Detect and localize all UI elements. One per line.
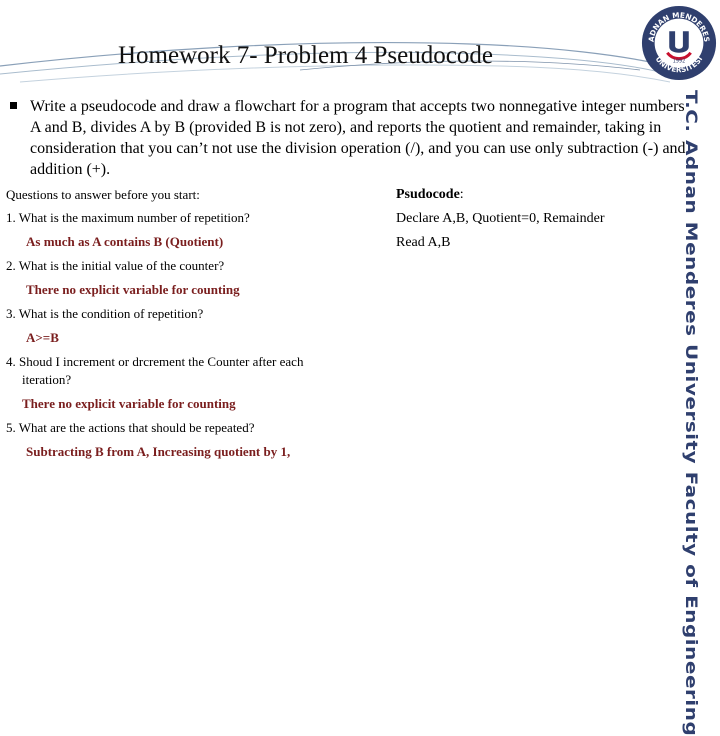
pseudocode-heading-row xyxy=(396,186,464,204)
logo-year: 1992 xyxy=(672,58,686,65)
university-seal-logo xyxy=(640,4,718,82)
pseudocode-heading-colon: : xyxy=(459,187,464,202)
answer-5: Subtracting B from A, Increasing quotient by 1, xyxy=(26,444,291,459)
problem-statement xyxy=(10,96,686,180)
question-3: 3. What is the condition of repetition? xyxy=(6,306,204,321)
problem-statement-text: Write a pseudocode and draw a flowchart for a program that accepts two nonnegative integer numbers A and B, divides A by B (provided B is not zero), and reports the quotient and remainder, taking in consideration that you can’t not use the division operation (/), and you can use only subtraction (-) and addition (+). xyxy=(30,98,686,178)
answer-3: A>=B xyxy=(26,330,59,345)
pseudocode-line-2: Read A,B xyxy=(396,235,451,250)
pseudocode-line-1: Declare A,B, Quotient=0, Remainder xyxy=(396,211,605,226)
university-side-banner: T.C. Adnan Menderes University Faculty of Engineering xyxy=(682,90,701,736)
answer-4: There no explicit variable for counting xyxy=(22,396,236,411)
question-2: 2. What is the initial value of the counter? xyxy=(6,258,225,273)
questions-intro: Questions to answer before you start: xyxy=(6,187,200,202)
answer-2: There no explicit variable for counting xyxy=(26,282,240,297)
bullet-square-icon xyxy=(10,102,17,109)
pseudocode-heading: Psudocode xyxy=(396,187,460,202)
answer-1: As much as A contains B (Quotient) xyxy=(26,234,224,249)
slide-title: Homework 7- Problem 4 Pseudocode xyxy=(118,42,493,69)
question-1: 1. What is the maximum number of repetition? xyxy=(6,210,250,225)
logo-text-bottom: ÜNİVERSİTESİ xyxy=(653,54,705,75)
question-4-line2: iteration? xyxy=(22,372,72,387)
logo-text-top: ADNAN MENDERES xyxy=(646,10,712,43)
question-4-line1: 4. Shoud I increment or drcrement the Counter after each xyxy=(6,354,304,369)
question-5: 5. What are the actions that should be repeated? xyxy=(6,420,255,435)
